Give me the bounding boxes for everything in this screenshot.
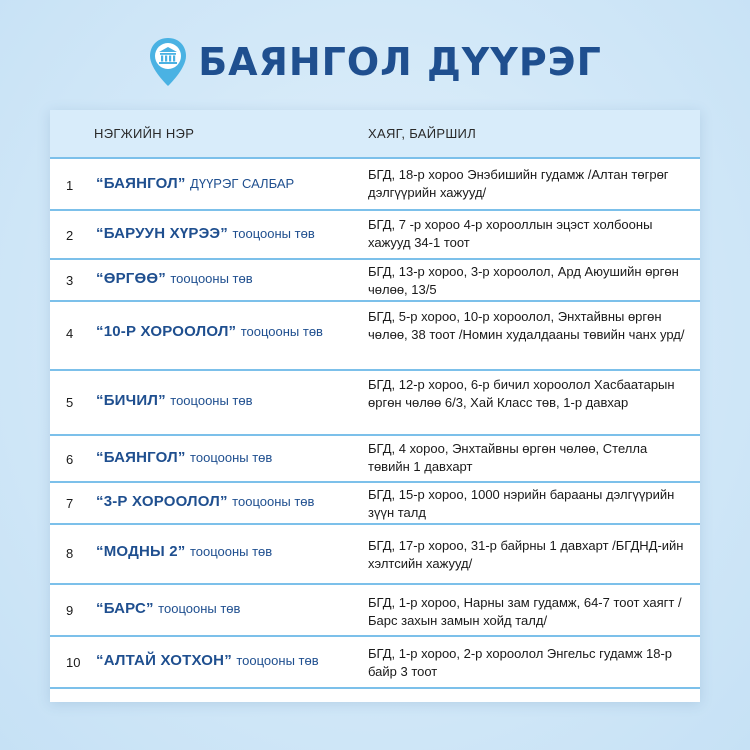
table-row [50, 523, 700, 585]
branch-address: БГД, 1-р хороо, 2-р хороолол Энгельс гудамж 18-р байр 3 тоот [368, 646, 673, 679]
branch-name: “3-Р ХОРООЛОЛ” тооцооны төв [96, 493, 315, 510]
table-row [50, 434, 700, 483]
branch-address: БГД, 5-р хороо, 10-р хороолол, Энхтайвны өргөн чөлөө, 38 тоот /Номин худалдааны төвийн чанх урд/ [368, 309, 685, 342]
row-number: 7 [66, 496, 74, 511]
table-header [50, 110, 700, 157]
branch-name: “10-Р ХОРООЛОЛ” тооцооны төв [96, 323, 323, 340]
row-number: 8 [66, 546, 74, 561]
branch-name: “БАРУУН ХҮРЭЭ” тооцооны төв [96, 225, 315, 242]
branch-name: “БАРС” тооцооны төв [96, 600, 241, 617]
branch-address: БГД, 1-р хороо, Нарны зам гудамж, 64-7 тоот хаягт /Барс захын замын хойд талд/ [368, 595, 682, 628]
branch-name: “АЛТАЙ ХОТХОН” тооцооны төв [96, 652, 319, 669]
branch-address: БГД, 15-р хороо, 1000 нэрийн барааны дэлгүүрийн зүүн талд [368, 487, 675, 520]
page-title: БАЯНГОЛ ДҮҮРЭГ [198, 40, 602, 84]
branch-table [50, 110, 700, 702]
table-row [50, 258, 700, 302]
table-row [50, 481, 700, 525]
table-row [50, 157, 700, 211]
row-number: 2 [66, 228, 74, 243]
table-row [50, 635, 700, 689]
row-number: 4 [66, 326, 74, 341]
branch-name: “БАЯНГОЛ” тооцооны төв [96, 449, 273, 466]
branch-address: БГД, 12-р хороо, 6-р бичил хороолол Хасбаатарын өргөн чөлөө 6/3, Хай Класс төв, 1-р давхар [368, 377, 675, 410]
branch-address: БГД, 13-р хороо, 3-р хороолол, Ард Аюушийн өргөн чөлөө, 13/5 [368, 264, 679, 297]
row-number: 6 [66, 452, 74, 467]
table-bottom-divider [50, 687, 700, 689]
column-header-address: ХАЯГ, БАЙРШИЛ [368, 126, 477, 141]
branch-name: “БИЧИЛ” тооцооны төв [96, 392, 253, 409]
table-row [50, 300, 700, 371]
row-number: 5 [66, 395, 74, 410]
branch-name: “МОДНЫ 2” тооцооны төв [96, 543, 273, 560]
branch-address: БГД, 17-р хороо, 31-р байрны 1 давхарт /БГДНД-ийн хэлтсийн хажууд/ [368, 538, 684, 571]
table-row [50, 209, 700, 260]
row-number: 10 [66, 655, 81, 670]
branch-name: “ӨРГӨӨ” тооцооны төв [96, 270, 253, 287]
branch-name: “БАЯНГОЛ” ДҮҮРЭГ САЛБАР [96, 175, 295, 192]
table-row [50, 583, 700, 637]
table-row [50, 369, 700, 436]
row-number: 1 [66, 178, 74, 193]
branch-address: БГД, 18-р хороо Энэбишийн гудамж /Алтан төгрөг дэлгүүрийн хажууд/ [368, 167, 669, 200]
column-header-name: НЭГЖИЙН НЭР [94, 126, 195, 141]
branch-address: БГД, 4 хороо, Энхтайвны өргөн чөлөө, Стелла төвийн 1 давхарт [368, 441, 648, 474]
landmark-pin-icon [148, 36, 188, 88]
branch-address: БГД, 7 -р хороо 4-р хорооллын эцэст холбооны хажууд 34-1 тоот [368, 217, 653, 250]
row-number: 9 [66, 603, 74, 618]
page-header [0, 32, 750, 92]
row-number: 3 [66, 273, 74, 288]
